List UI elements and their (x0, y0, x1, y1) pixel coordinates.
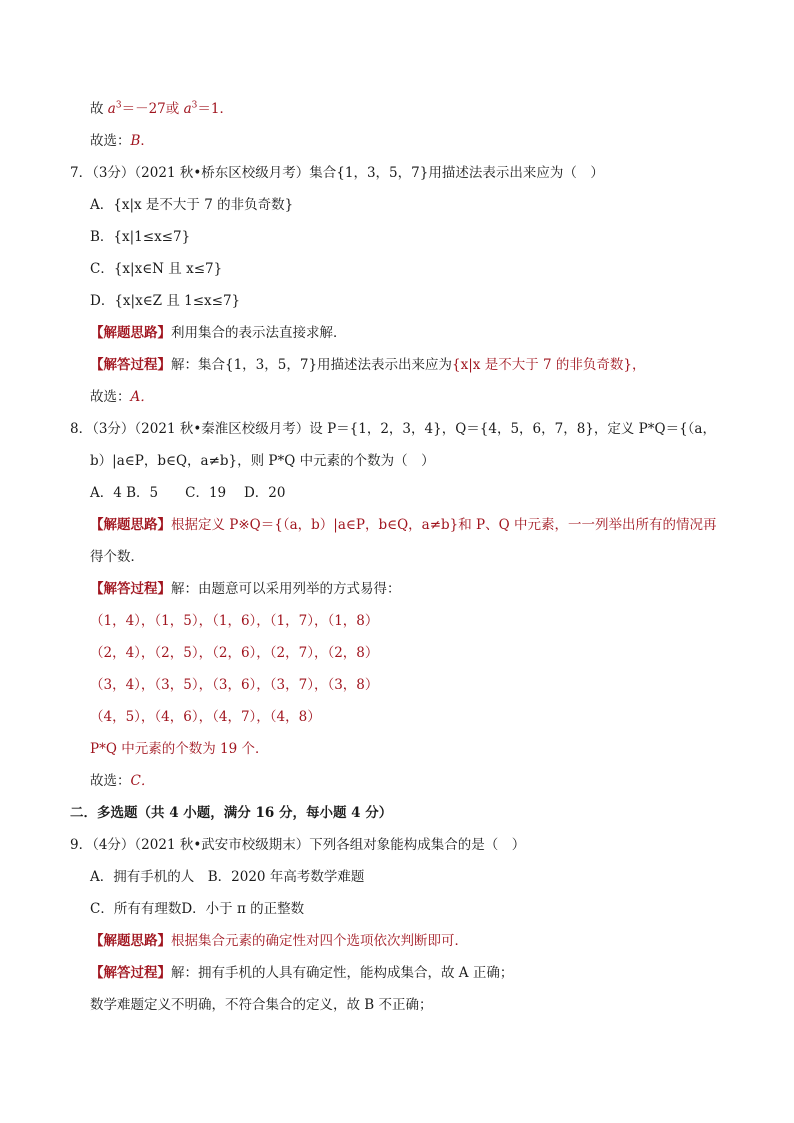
text: ＝－27或 (121, 101, 184, 117)
choose-line (90, 131, 154, 151)
process-text: 解：集合{1，3，5，7}用描述法表示出来应为 (171, 357, 453, 373)
option-d: D．{x|x∈Z 且 1≤x≤7} (90, 293, 241, 309)
solution-idea (90, 515, 716, 535)
var-a: a (107, 101, 116, 117)
options: A．4 B．5 C．19 D．20 (90, 485, 286, 501)
period: ． (140, 133, 154, 149)
solution-process (90, 963, 513, 983)
idea-text: 根据定义 P※Q＝{（a，b）|a∈P，b∈Q，a≠b}和 P、Q 中元素，一一列举出所有的情况再 (171, 517, 717, 533)
text: ＝1． (197, 101, 233, 117)
choose-answer: B (130, 133, 141, 149)
section-heading: 二．多选题（共 4 小题，满分 16 分，每小题 4 分） (70, 805, 393, 821)
question-9: 9．（4分）（2021 秋•武安市校级期末）下列各组对象能构成集合的是（ ） (70, 837, 526, 853)
question-7: 7．（3分）（2021 秋•桥东区校级月考）集合{1，3，5，7}用描述法表示出来应为（ ） (70, 165, 604, 181)
var-a: a (183, 101, 192, 117)
pairs-row: （1，4），（1，5），（1，6），（1，7），（1，8） (90, 613, 379, 629)
idea-text: 根据集合元素的确定性对四个选项依次判断即可． (171, 933, 468, 949)
idea-tag: 【解题思路】 (90, 933, 171, 949)
exponent: 3 (191, 100, 198, 111)
idea-tag: 【解题思路】 (90, 325, 171, 341)
process-tag: 【解答过程】 (90, 581, 171, 597)
choose-label: 故选： (90, 773, 131, 789)
idea-cont: 得个数． (90, 549, 144, 565)
process-answer: {x|x 是不大于 7 的非负奇数}， (452, 357, 646, 373)
choose-line (90, 771, 154, 791)
choose-line (90, 387, 154, 407)
question-8: 8．（3分）（2021 秋•秦淮区校级月考）设 P＝{1，2，3，4}，Q＝{4，5，6，7，8}，定义 P*Q＝{（a， (70, 421, 716, 437)
solution-idea (90, 323, 347, 343)
solution-process (90, 579, 401, 599)
process-text: 解：由题意可以采用列举的方式易得： (171, 581, 401, 597)
process-tag: 【解答过程】 (90, 965, 171, 981)
idea-tag: 【解题思路】 (90, 517, 171, 533)
options-cd: C．所有有理数D．小于 π 的正整数 (90, 901, 305, 917)
exponent: 3 (115, 100, 122, 111)
choose-answer: C． (130, 773, 155, 789)
option-a: A．{x|x 是不大于 7 的非负奇数} (90, 197, 294, 213)
options-ab: A．拥有手机的人 B．2020 年高考数学难题 (90, 869, 365, 885)
answer-line-cube (90, 99, 233, 119)
process-text: 解：拥有手机的人具有确定性，能构成集合，故 A 正确； (171, 965, 514, 981)
pairs-row: （4，5），（4，6），（4，7），（4，8） (90, 709, 321, 725)
option-c: C．{x|x∈N 且 x≤7} (90, 261, 223, 277)
pairs-row: （3，4），（3，5），（3，6），（3，7），（3，8） (90, 677, 379, 693)
choose-label: 故选： (90, 133, 131, 149)
idea-text: 利用集合的表示法直接求解． (171, 325, 347, 341)
question-8-cont: b）|a∈P，b∈Q，a≠b}，则 P*Q 中元素的个数为（ ） (90, 453, 435, 469)
solution-idea (90, 931, 468, 951)
choose-answer: A． (130, 389, 154, 405)
option-b: B．{x|1≤x≤7} (90, 229, 191, 245)
choose-label: 故选： (90, 389, 131, 405)
process-cont: 数学难题定义不明确，不符合集合的定义，故 B 不正确； (90, 997, 433, 1013)
text: 故 (90, 101, 108, 117)
pairs-row: （2，4），（2，5），（2，6），（2，7），（2，8） (90, 645, 379, 661)
solution-process (90, 355, 645, 375)
count-line: P*Q 中元素的个数为 19 个． (90, 741, 269, 757)
process-tag: 【解答过程】 (90, 357, 171, 373)
